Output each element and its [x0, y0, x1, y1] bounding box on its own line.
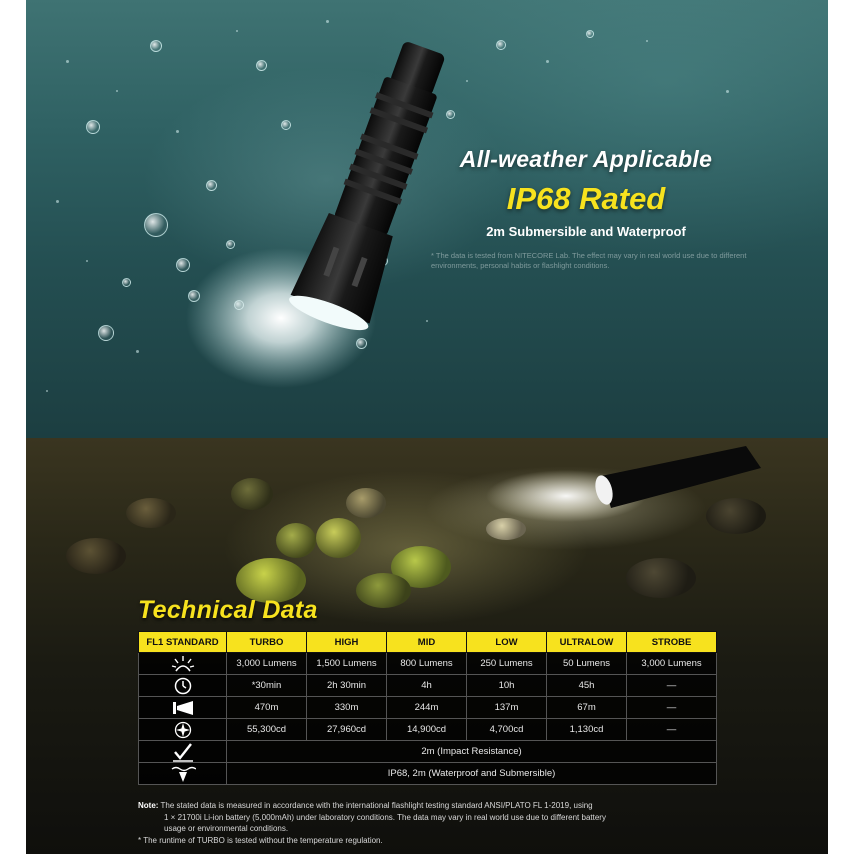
header-strobe: STROBE: [627, 632, 717, 653]
runtime-high: 2h 30min: [307, 675, 387, 697]
table-row-runtime: [139, 675, 717, 697]
runtime-turbo: *30min: [227, 675, 307, 697]
output-turbo: 3,000 Lumens: [227, 653, 307, 675]
intensity-low: 4,700cd: [467, 719, 547, 741]
runtime-clock-icon: [139, 675, 227, 697]
distance-ultralow: 67m: [547, 697, 627, 719]
technical-data-title: Technical Data: [138, 596, 318, 624]
impact-value: 2m (Impact Resistance): [227, 741, 717, 763]
intensity-strobe: —: [627, 719, 717, 741]
table-row-intensity: [139, 719, 717, 741]
header-turbo: TURBO: [227, 632, 307, 653]
intensity-turbo: 55,300cd: [227, 719, 307, 741]
header-mid: MID: [387, 632, 467, 653]
table-row-waterproof: [139, 763, 717, 785]
headline-ip68: IP68 Rated: [506, 181, 666, 216]
note-line-2: 1 × 21700i Li-ion battery (5,000mAh) under laboratory conditions. The data may vary in real world use due to different battery: [164, 812, 606, 822]
header-high: HIGH: [307, 632, 387, 653]
table-row-impact: [139, 741, 717, 763]
intensity-ultralow: 1,130cd: [547, 719, 627, 741]
hero-headline: [376, 146, 796, 271]
note-label: Note:: [138, 801, 159, 810]
output-ultralow: 50 Lumens: [547, 653, 627, 675]
impact-resistance-icon: [139, 741, 227, 763]
product-image: [26, 0, 828, 854]
submerged-flashlight: [26, 438, 828, 598]
intensity-high: 27,960cd: [307, 719, 387, 741]
underwater-hero-panel: [26, 0, 828, 438]
distance-strobe: —: [627, 697, 717, 719]
header-ultralow: ULTRALOW: [547, 632, 627, 653]
output-high: 1,500 Lumens: [307, 653, 387, 675]
spec-header-row: [139, 632, 717, 653]
header-fl1-standard: FL1 STANDARD: [139, 632, 227, 653]
distance-low: 137m: [467, 697, 547, 719]
output-low: 250 Lumens: [467, 653, 547, 675]
headline-line1: All-weather Applicable: [459, 146, 713, 172]
note-line-4: * The runtime of TURBO is tested without the temperature regulation.: [138, 835, 383, 845]
runtime-ultralow: 45h: [547, 675, 627, 697]
output-strobe: 3,000 Lumens: [627, 653, 717, 675]
headline-subtitle: 2m Submersible and Waterproof: [486, 224, 686, 239]
header-low: LOW: [467, 632, 547, 653]
waterproof-value: IP68, 2m (Waterproof and Submersible): [227, 763, 717, 785]
footnotes: [138, 800, 738, 846]
brightness-icon: [139, 653, 227, 675]
distance-high: 330m: [307, 697, 387, 719]
table-row-output: [139, 653, 717, 675]
output-mid: 800 Lumens: [387, 653, 467, 675]
riverbed-tech-panel: [26, 438, 828, 854]
distance-mid: 244m: [387, 697, 467, 719]
beam-distance-icon: [139, 697, 227, 719]
runtime-strobe: —: [627, 675, 717, 697]
runtime-low: 10h: [467, 675, 547, 697]
table-row-distance: [139, 697, 717, 719]
intensity-icon: [139, 719, 227, 741]
runtime-mid: 4h: [387, 675, 467, 697]
waterproof-icon: [139, 763, 227, 785]
note-line-3: usage or environmental conditions.: [164, 824, 289, 833]
spec-table: [138, 631, 717, 785]
distance-turbo: 470m: [227, 697, 307, 719]
hero-disclaimer: * The data is tested from NITECORE Lab. The effect may vary in real world use due to different environments, personal habits or flashlight conditions.: [431, 251, 747, 270]
note-line-1: Note: The stated data is measured in accordance with the international flashlight testing standard ANSI/PLATO FL 1-2019, using: [138, 801, 593, 810]
intensity-mid: 14,900cd: [387, 719, 467, 741]
